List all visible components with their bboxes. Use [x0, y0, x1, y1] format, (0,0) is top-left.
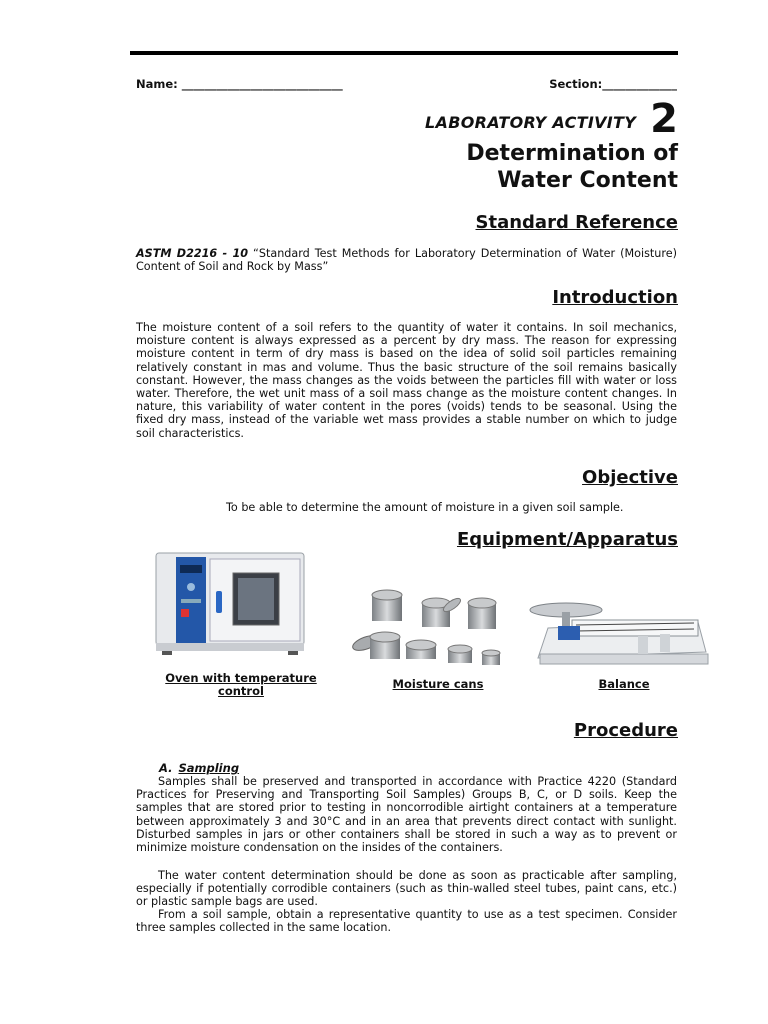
sampling-paragraph-2: The water content determination should be done as soon as practicable after sampling, especially if potentially corrodible containers (such as thin-walled steel tubes, paint cans, etc.) or plastic sample bags are used. — [136, 869, 677, 909]
section-field: Section:_____________ — [549, 77, 677, 91]
objective-text: To be able to determine the amount of moisture in a given soil sample. — [226, 501, 624, 514]
title-line-1: Determination of — [466, 141, 678, 166]
activity-title — [466, 140, 678, 194]
sampling-subheading — [159, 761, 239, 775]
oven-caption-line-1: Oven with temperature — [165, 671, 317, 685]
standard-reference-heading: Standard Reference — [475, 212, 678, 233]
introduction-text: The moisture content of a soil refers to the quantity of water it contains. In soil mechanics, moisture content is always expressed as a percent by dry mass. The reason for expressing moisture content in term of dry mass is based on the idea of solid soil particles remaining relatively constant in mas and volume. Thus the basic structure of the soil remains basically constant. However, the mass changes as the voids between the particles fill with water or loss water. Therefore, the wet unit mass of a soil mass change as the moisture content changes. In nature, this variability of water content in the pores (voids) tends to be seasonal. Using the fixed dry mass, instead of the variable wet mass provides a stable number on which to judge soil characteristics. — [136, 321, 677, 440]
balance-icon — [528, 598, 714, 674]
student-fields — [136, 77, 677, 93]
activity-label — [425, 96, 678, 142]
objective-heading: Objective — [582, 467, 678, 488]
top-rule — [130, 51, 678, 55]
title-line-2: Water Content — [497, 168, 678, 193]
oven-caption-line-2: control — [218, 684, 264, 698]
activity-number: 2 — [650, 96, 678, 142]
sampling-paragraph-3: From a soil sample, obtain a representative quantity to use as a test specimen. Consider three samples collected in the same location. — [136, 908, 677, 935]
standard-code: ASTM D2216 - 10 — [136, 247, 249, 260]
name-field: Name: ____________________________ — [136, 77, 343, 91]
standard-title: “Standard Test Methods for Laboratory Determination of Water (Moisture) Content of Soil and Rock by Mass” — [136, 247, 677, 274]
sampling-paragraph-1: Samples shall be preserved and transported in accordance with Practice 4220 (Standard Practices for Preserving and Transporting Soil Samples) Groups B, C, or D soils. Keep the samples that are stored prior to testing in noncorrodible airtight containers at a temperature between approximately 3 and 30°C and in an area that prevents direct contact with sunlight. Disturbed samples in jars or other containers shall be stored in such a way as to prevent or minimize moisture condensation on the insides of the containers. — [136, 775, 677, 855]
procedure-heading: Procedure — [573, 720, 678, 741]
oven-caption — [152, 672, 330, 698]
balance-caption: Balance — [598, 677, 650, 691]
moisture-cans-icon — [348, 585, 510, 674]
introduction-heading: Introduction — [552, 287, 678, 308]
sampling-letter: A. — [159, 761, 173, 775]
oven-icon — [150, 547, 308, 663]
equipment-heading: Equipment/Apparatus — [456, 529, 678, 550]
activity-label-text: LABORATORY ACTIVITY — [425, 113, 637, 132]
moisture-cans-caption: Moisture cans — [392, 677, 484, 691]
sampling-title: Sampling — [178, 761, 240, 775]
standard-reference-text — [136, 247, 677, 273]
